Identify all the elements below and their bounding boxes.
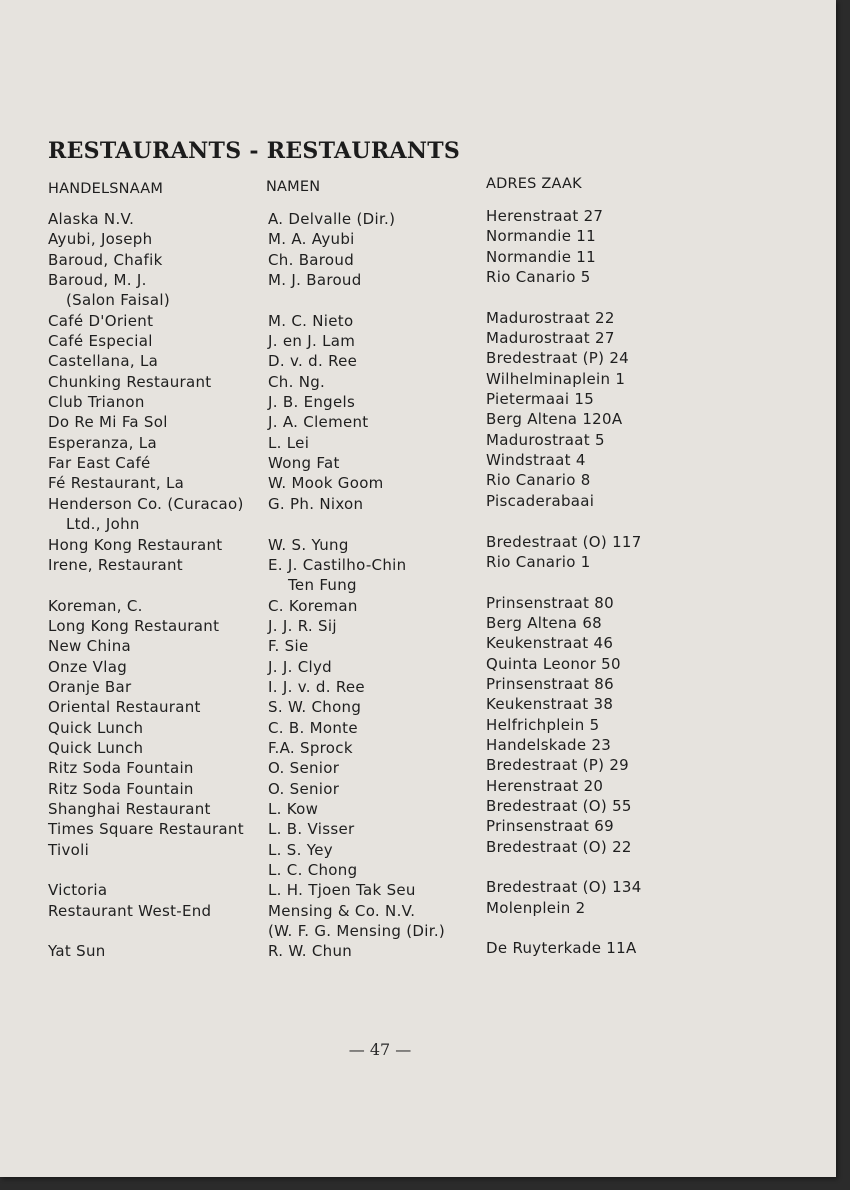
business-name bbox=[48, 860, 244, 880]
business-address: Berg Altena 120A bbox=[486, 410, 623, 429]
owner-name: L. Kow bbox=[268, 799, 319, 818]
adres-column bbox=[486, 206, 642, 959]
owner-name: D. v. d. Ree bbox=[268, 352, 358, 371]
page-number: — 47 — bbox=[348, 1040, 412, 1059]
business-name: Far East Café bbox=[48, 454, 151, 473]
owner-name: L. Lei bbox=[268, 433, 310, 452]
business-name: Alaska N.V. bbox=[48, 210, 135, 228]
business-address: Keukenstraat 46 bbox=[486, 634, 614, 653]
business-address bbox=[486, 857, 642, 877]
header-adres-zaak: ADRES ZAAK bbox=[486, 176, 582, 192]
business-name: Times Square Restaurant bbox=[48, 820, 244, 839]
business-address: Bredestraat (O) 117 bbox=[486, 532, 642, 551]
business-address bbox=[486, 918, 642, 938]
business-address bbox=[486, 287, 642, 307]
owner-name: M. A. Ayubi bbox=[268, 230, 355, 249]
business-name: Fé Restaurant, La bbox=[48, 474, 185, 493]
owner-name: L. B. Visser bbox=[268, 820, 355, 839]
show-through-text bbox=[490, 128, 497, 152]
header-handelsnaam: HANDELSNAAM bbox=[48, 181, 164, 197]
business-name: Baroud, Chafik bbox=[48, 250, 163, 269]
business-name: Henderson Co. (Curacao) bbox=[48, 494, 244, 513]
business-name: Club Trianon bbox=[48, 393, 145, 412]
owner-name: Mensing & Co. N.V. bbox=[268, 901, 416, 920]
business-name: Ltd., John bbox=[66, 515, 140, 534]
namen-column bbox=[268, 209, 445, 962]
business-name: Ritz Soda Fountain bbox=[48, 779, 194, 798]
business-name: Shanghai Restaurant bbox=[48, 799, 211, 818]
business-address: Herenstraat 27 bbox=[486, 207, 604, 225]
business-address: Windstraat 4 bbox=[486, 451, 586, 470]
owner-name: M. J. Baroud bbox=[268, 271, 362, 290]
owner-name: M. C. Nieto bbox=[268, 311, 354, 330]
owner-name: L. S. Yey bbox=[268, 840, 333, 859]
owner-name: W. Mook Goom bbox=[268, 474, 384, 493]
business-address: Keukenstraat 38 bbox=[486, 695, 614, 714]
business-name: Restaurant West-End bbox=[48, 901, 212, 920]
business-name: Ayubi, Joseph bbox=[48, 230, 153, 249]
business-address bbox=[486, 511, 642, 531]
business-address: Normandie 11 bbox=[486, 247, 596, 266]
owner-name: L. H. Tjoen Tak Seu bbox=[268, 881, 416, 900]
business-name: Hong Kong Restaurant bbox=[48, 535, 223, 554]
business-address bbox=[486, 572, 642, 592]
owner-name: Ten Fung bbox=[288, 576, 357, 595]
business-address: Bredestraat (O) 22 bbox=[486, 837, 632, 856]
owner-name bbox=[268, 290, 445, 310]
owner-name: F.A. Sprock bbox=[268, 738, 353, 757]
business-name: (Salon Faisal) bbox=[66, 291, 171, 310]
business-name: Café Especial bbox=[48, 332, 153, 351]
business-address: Quinta Leonor 50 bbox=[486, 654, 621, 673]
business-address: Prinsenstraat 69 bbox=[486, 817, 614, 836]
business-address: Bredestraat (O) 134 bbox=[486, 878, 642, 897]
owner-name: I. J. v. d. Ree bbox=[268, 677, 365, 696]
owner-name: O. Senior bbox=[268, 779, 340, 798]
business-name bbox=[48, 575, 244, 595]
business-name: New China bbox=[48, 637, 132, 656]
owner-name: W. S. Yung bbox=[268, 535, 349, 554]
business-name bbox=[48, 921, 244, 941]
business-address: Prinsenstraat 80 bbox=[486, 593, 614, 612]
business-address: Helfrichplein 5 bbox=[486, 715, 600, 734]
owner-name: J. en J. Lam bbox=[268, 332, 356, 351]
owner-name: C. B. Monte bbox=[268, 718, 358, 737]
business-name: Chunking Restaurant bbox=[48, 372, 212, 391]
business-name: Onze Vlag bbox=[48, 657, 128, 676]
business-name: Oranje Bar bbox=[48, 677, 132, 696]
owner-name: J. J. Clyd bbox=[268, 657, 332, 676]
business-address: Prinsenstraat 86 bbox=[486, 674, 614, 693]
business-name: Ritz Soda Fountain bbox=[48, 759, 194, 778]
handelsnaam-column bbox=[48, 209, 244, 962]
owner-name: S. W. Chong bbox=[268, 698, 362, 717]
business-name: Koreman, C. bbox=[48, 596, 143, 615]
owner-name: L. C. Chong bbox=[268, 861, 358, 879]
business-name: Café D'Orient bbox=[48, 311, 154, 330]
owner-name: J. B. Engels bbox=[268, 393, 356, 412]
business-name: Castellana, La bbox=[48, 352, 159, 371]
owner-name: Ch. Baroud bbox=[268, 250, 355, 269]
owner-name: Wong Fat bbox=[268, 454, 340, 473]
owner-name: (W. F. G. Mensing (Dir.) bbox=[268, 922, 446, 941]
business-address: Pietermaai 15 bbox=[486, 390, 595, 409]
business-address: Normandie 11 bbox=[486, 227, 596, 246]
page-title: RESTAURANTS - RESTAURANTS bbox=[48, 138, 461, 164]
business-name: Long Kong Restaurant bbox=[48, 616, 220, 635]
business-address: Berg Altena 68 bbox=[486, 613, 603, 632]
owner-name: F. Sie bbox=[268, 637, 309, 656]
owner-name: Ch. Ng. bbox=[268, 372, 326, 391]
business-name: Victoria bbox=[48, 881, 108, 900]
business-address: Herenstraat 20 bbox=[486, 776, 604, 795]
business-address: Rio Canario 5 bbox=[486, 268, 591, 287]
business-address: Wilhelminaplein 1 bbox=[486, 369, 626, 388]
owner-name: O. Senior bbox=[268, 759, 340, 778]
business-name: Yat Sun bbox=[48, 942, 106, 961]
business-address: De Ruyterkade 11A bbox=[486, 939, 637, 958]
owner-name: J. J. R. Sij bbox=[268, 616, 337, 635]
business-address: Rio Canario 1 bbox=[486, 552, 591, 571]
business-name: Esperanza, La bbox=[48, 433, 157, 452]
owner-name: E. J. Castilho-Chin bbox=[268, 555, 407, 574]
business-address: Piscaderabaai bbox=[486, 491, 595, 510]
owner-name: R. W. Chun bbox=[268, 942, 353, 961]
business-address: Bredestraat (O) 55 bbox=[486, 796, 632, 815]
business-name: Quick Lunch bbox=[48, 738, 144, 757]
business-address: Molenplein 2 bbox=[486, 898, 586, 917]
business-name: Quick Lunch bbox=[48, 718, 144, 737]
business-address: Madurostraat 27 bbox=[486, 329, 615, 348]
business-name: Oriental Restaurant bbox=[48, 698, 201, 717]
business-name: Do Re Mi Fa Sol bbox=[48, 413, 168, 432]
business-address: Rio Canario 8 bbox=[486, 471, 591, 490]
business-address: Bredestraat (P) 29 bbox=[486, 756, 630, 775]
owner-name: G. Ph. Nixon bbox=[268, 494, 364, 513]
business-address: Handelskade 23 bbox=[486, 735, 612, 754]
owner-name bbox=[268, 514, 445, 534]
owner-name: C. Koreman bbox=[268, 596, 358, 615]
business-name: Tivoli bbox=[48, 840, 90, 859]
business-address: Bredestraat (P) 24 bbox=[486, 349, 630, 368]
owner-name: J. A. Clement bbox=[268, 413, 369, 432]
owner-name: A. Delvalle (Dir.) bbox=[268, 210, 396, 228]
business-name: Baroud, M. J. bbox=[48, 271, 147, 290]
header-namen: NAMEN bbox=[266, 179, 321, 195]
business-address: Madurostraat 5 bbox=[486, 430, 605, 449]
business-address: Madurostraat 22 bbox=[486, 308, 615, 327]
business-name: Irene, Restaurant bbox=[48, 555, 183, 574]
